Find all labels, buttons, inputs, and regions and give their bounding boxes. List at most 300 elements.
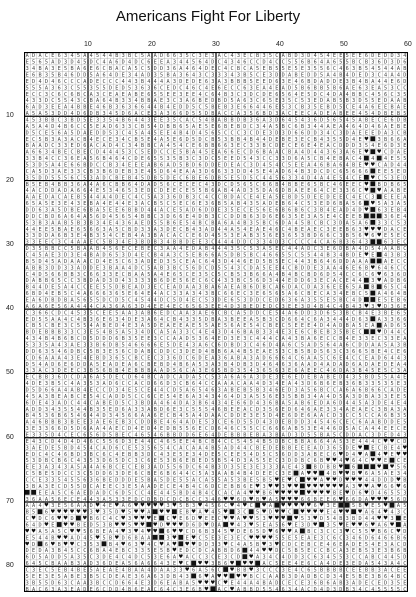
heart-stitch-symbol: ♥ xyxy=(281,494,286,503)
stitch-symbol: 5 xyxy=(96,522,100,529)
stitch-symbol: D xyxy=(32,541,36,548)
stitch-symbol: B xyxy=(268,323,272,330)
stitch-symbol: 4 xyxy=(38,361,42,368)
stitch-symbol: 4 xyxy=(153,78,157,85)
filled-stitch xyxy=(159,529,164,534)
stitch-symbol: B xyxy=(44,136,48,143)
stitch-symbol: 3 xyxy=(76,278,80,285)
heart-stitch-symbol: ♥ xyxy=(230,514,234,523)
stitch-symbol: 3 xyxy=(224,168,228,175)
stitch-symbol: 3 xyxy=(243,342,247,349)
stitch-symbol: D xyxy=(185,239,189,246)
heart-stitch-symbol: ♥ xyxy=(364,186,369,195)
stitch-symbol: D xyxy=(172,342,176,349)
stitch-symbol: 4 xyxy=(384,265,388,272)
stitch-symbol: C xyxy=(89,554,93,561)
stitch-symbol: 4 xyxy=(262,419,266,426)
heart-stitch-symbol: ♥ xyxy=(230,494,234,503)
stitch-symbol: 6 xyxy=(243,98,247,105)
stitch-symbol: B xyxy=(128,271,132,278)
stitch-symbol: C xyxy=(115,516,119,523)
filled-stitch xyxy=(370,136,375,141)
stitch-symbol: D xyxy=(25,278,29,285)
stitch-symbol: 4 xyxy=(198,413,202,420)
stitch-symbol: 4 xyxy=(185,85,189,92)
stitch-symbol: A xyxy=(51,490,55,497)
stitch-symbol: 6 xyxy=(275,528,279,535)
heart-stitch-symbol: ♥ xyxy=(121,539,126,548)
stitch-symbol: 6 xyxy=(332,451,336,458)
stitch-symbol: C xyxy=(230,438,234,445)
stitch-symbol: D xyxy=(345,130,349,137)
stitch-symbol: E xyxy=(390,471,394,478)
stitch-symbol: D xyxy=(262,278,266,285)
stitch-symbol: 6 xyxy=(243,483,247,490)
stitch-symbol: B xyxy=(44,213,48,220)
stitch-symbol: 6 xyxy=(166,181,170,188)
stitch-symbol: E xyxy=(166,188,170,195)
stitch-symbol: 5 xyxy=(153,130,157,137)
stitch-symbol: D xyxy=(307,53,311,60)
stitch-symbol: A xyxy=(268,573,272,580)
stitch-symbol: A xyxy=(377,413,381,420)
stitch-symbol: C xyxy=(268,451,272,458)
stitch-symbol: C xyxy=(307,239,311,246)
stitch-symbol: D xyxy=(172,496,176,503)
stitch-symbol: 6 xyxy=(288,316,292,323)
stitch-symbol: D xyxy=(307,175,311,182)
stitch-symbol: 6 xyxy=(160,162,164,169)
stitch-symbol: 6 xyxy=(230,374,234,381)
stitch-symbol: 6 xyxy=(358,265,362,272)
stitch-symbol: 4 xyxy=(89,53,93,60)
stitch-symbol: 4 xyxy=(32,226,36,233)
stitch-symbol: 4 xyxy=(262,336,266,343)
stitch-symbol: D xyxy=(121,85,125,92)
stitch-symbol: 5 xyxy=(64,66,68,73)
stitch-symbol: E xyxy=(185,535,189,542)
heart-stitch-symbol: ♥ xyxy=(249,565,254,574)
stitch-symbol: 4 xyxy=(70,104,74,111)
stitch-symbol: 6 xyxy=(57,496,61,503)
heart-stitch-symbol: ♥ xyxy=(50,539,55,548)
heart-stitch-symbol: ♥ xyxy=(121,514,126,523)
stitch-symbol: 6 xyxy=(224,291,228,298)
stitch-symbol: 3 xyxy=(281,348,285,355)
stitch-symbol: 4 xyxy=(262,123,266,130)
heart-stitch-symbol: ♥ xyxy=(313,481,318,490)
stitch-symbol: A xyxy=(307,438,311,445)
stitch-symbol: 4 xyxy=(352,278,356,285)
stitch-symbol: 6 xyxy=(224,220,228,227)
stitch-symbol: 3 xyxy=(371,548,375,555)
stitch-symbol: 6 xyxy=(153,445,157,452)
stitch-symbol: D xyxy=(236,554,240,561)
stitch-symbol: 4 xyxy=(121,323,125,330)
stitch-symbol: E xyxy=(339,226,343,233)
stitch-symbol: A xyxy=(44,464,48,471)
stitch-symbol: B xyxy=(185,496,189,503)
stitch-symbol: B xyxy=(281,573,285,580)
stitch-symbol: E xyxy=(166,284,170,291)
stitch-symbol: B xyxy=(140,98,144,105)
stitch-symbol: C xyxy=(396,85,400,92)
stitch-symbol: 3 xyxy=(134,406,138,413)
stitch-symbol: 3 xyxy=(320,246,324,253)
stitch-symbol: B xyxy=(256,387,260,394)
stitch-symbol: D xyxy=(339,220,343,227)
stitch-symbol: 3 xyxy=(268,278,272,285)
stitch-symbol: A xyxy=(76,580,80,587)
stitch-symbol: 4 xyxy=(115,528,119,535)
stitch-symbol: B xyxy=(57,419,61,426)
stitch-symbol: E xyxy=(313,226,317,233)
stitch-symbol: A xyxy=(51,233,55,240)
stitch-symbol: C xyxy=(249,123,253,130)
stitch-symbol: A xyxy=(377,522,381,529)
stitch-symbol: C xyxy=(326,220,330,227)
stitch-symbol: A xyxy=(230,348,234,355)
stitch-symbol: E xyxy=(83,149,87,156)
stitch-symbol: 3 xyxy=(128,278,132,285)
stitch-symbol: D xyxy=(102,213,106,220)
stitch-symbol: A xyxy=(140,233,144,240)
y-tick-label: 70 xyxy=(6,498,14,505)
stitch-symbol: 4 xyxy=(339,265,343,272)
heart-stitch-symbol: ♥ xyxy=(377,231,382,240)
stitch-symbol: 4 xyxy=(326,130,330,137)
stitch-symbol: C xyxy=(70,496,74,503)
stitch-symbol: 3 xyxy=(64,329,68,336)
stitch-symbol: B xyxy=(121,284,125,291)
stitch-symbol: B xyxy=(147,477,151,484)
stitch-symbol: 5 xyxy=(358,374,362,381)
stitch-symbol: 5 xyxy=(51,567,55,574)
stitch-symbol: D xyxy=(51,554,55,561)
stitch-symbol: B xyxy=(76,220,80,227)
stitch-symbol: C xyxy=(211,194,215,201)
stitch-symbol: B xyxy=(51,323,55,330)
stitch-symbol: D xyxy=(102,432,106,439)
stitch-symbol: C xyxy=(179,496,183,503)
stitch-symbol: 6 xyxy=(224,355,228,362)
stitch-symbol: A xyxy=(358,117,362,124)
stitch-symbol: 5 xyxy=(198,117,202,124)
stitch-symbol: A xyxy=(96,175,100,182)
stitch-symbol: C xyxy=(326,336,330,343)
filled-stitch xyxy=(377,214,382,219)
stitch-symbol: 4 xyxy=(249,451,253,458)
stitch-symbol: D xyxy=(102,471,106,478)
stitch-symbol: E xyxy=(224,85,228,92)
stitch-symbol: B xyxy=(358,573,362,580)
stitch-symbol: A xyxy=(268,149,272,156)
stitch-symbol: 5 xyxy=(198,111,202,118)
stitch-symbol: D xyxy=(185,432,189,439)
stitch-symbol: 3 xyxy=(128,72,132,79)
stitch-symbol: 5 xyxy=(403,156,407,163)
stitch-symbol: 5 xyxy=(345,53,349,60)
stitch-symbol: E xyxy=(358,194,362,201)
stitch-symbol: B xyxy=(128,175,132,182)
stitch-symbol: B xyxy=(275,432,279,439)
stitch-symbol: C xyxy=(102,162,106,169)
stitch-symbol: C xyxy=(83,271,87,278)
stitch-symbol: E xyxy=(243,528,247,535)
stitch-symbol: D xyxy=(76,426,80,433)
stitch-symbol: 4 xyxy=(128,554,132,561)
stitch-symbol: E xyxy=(83,419,87,426)
stitch-symbol: E xyxy=(128,573,132,580)
stitch-symbol: 4 xyxy=(89,188,93,195)
stitch-symbol: 3 xyxy=(384,548,388,555)
stitch-symbol: A xyxy=(390,406,394,413)
stitch-symbol: 4 xyxy=(160,438,164,445)
stitch-symbol: 4 xyxy=(371,123,375,130)
stitch-symbol: B xyxy=(236,252,240,259)
stitch-symbol: C xyxy=(108,297,112,304)
stitch-symbol: 5 xyxy=(288,323,292,330)
stitch-symbol: C xyxy=(185,406,189,413)
heart-stitch-symbol: ♥ xyxy=(351,475,356,484)
stitch-symbol: 5 xyxy=(140,149,144,156)
stitch-symbol: 3 xyxy=(345,78,349,85)
stitch-symbol: 6 xyxy=(236,496,240,503)
stitch-symbol: C xyxy=(76,329,80,336)
stitch-symbol: B xyxy=(140,400,144,407)
stitch-symbol: C xyxy=(211,381,215,388)
stitch-symbol: E xyxy=(256,85,260,92)
stitch-symbol: E xyxy=(377,143,381,150)
stitch-symbol: 4 xyxy=(403,284,407,291)
stitch-symbol: D xyxy=(236,361,240,368)
stitch-symbol: D xyxy=(345,361,349,368)
stitch-symbol: B xyxy=(307,78,311,85)
stitch-symbol: 4 xyxy=(384,554,388,561)
stitch-symbol: 4 xyxy=(364,516,368,523)
stitch-symbol: 6 xyxy=(115,291,119,298)
stitch-symbol: 3 xyxy=(281,98,285,105)
stitch-symbol: D xyxy=(64,483,68,490)
stitch-symbol: C xyxy=(268,561,272,568)
heart-stitch-symbol: ♥ xyxy=(172,520,177,529)
stitch-symbol: C xyxy=(217,516,221,523)
stitch-symbol: 5 xyxy=(268,53,272,60)
stitch-symbol: D xyxy=(147,258,151,265)
stitch-symbol: D xyxy=(96,471,100,478)
stitch-symbol: C xyxy=(313,156,317,163)
stitch-symbol: 5 xyxy=(128,85,132,92)
stitch-symbol: B xyxy=(108,239,112,246)
heart-stitch-symbol: ♥ xyxy=(402,449,407,458)
stitch-symbol: 4 xyxy=(44,291,48,298)
stitch-symbol: D xyxy=(326,201,330,208)
stitch-symbol: A xyxy=(89,143,93,150)
stitch-symbol: 6 xyxy=(198,59,202,66)
stitch-symbol: D xyxy=(147,175,151,182)
stitch-symbol: 3 xyxy=(364,239,368,246)
stitch-symbol: 6 xyxy=(211,310,215,317)
stitch-symbol: 3 xyxy=(140,406,144,413)
stitch-symbol: D xyxy=(25,246,29,253)
stitch-symbol: 5 xyxy=(384,368,388,375)
stitch-symbol: A xyxy=(192,445,196,452)
stitch-symbol: B xyxy=(300,336,304,343)
stitch-symbol: E xyxy=(89,66,93,73)
stitch-symbol: 6 xyxy=(268,426,272,433)
stitch-symbol: A xyxy=(211,323,215,330)
x-tick-label: 40 xyxy=(276,41,284,48)
stitch-symbol: A xyxy=(262,246,266,253)
stitch-symbol: B xyxy=(275,181,279,188)
stitch-symbol: 3 xyxy=(403,220,407,227)
stitch-symbol: 6 xyxy=(243,400,247,407)
stitch-symbol: D xyxy=(352,490,356,497)
stitch-symbol: D xyxy=(224,464,228,471)
stitch-symbol: C xyxy=(396,458,400,465)
stitch-symbol: 4 xyxy=(160,561,164,568)
stitch-symbol: D xyxy=(384,580,388,587)
stitch-symbol: C xyxy=(192,471,196,478)
stitch-symbol: 4 xyxy=(153,426,157,433)
stitch-symbol: A xyxy=(140,561,144,568)
stitch-symbol: C xyxy=(320,548,324,555)
stitch-symbol: 4 xyxy=(275,413,279,420)
stitch-symbol: D xyxy=(38,291,42,298)
stitch-symbol: D xyxy=(384,98,388,105)
filled-stitch xyxy=(319,522,324,527)
stitch-symbol: A xyxy=(70,297,74,304)
stitch-symbol: C xyxy=(25,477,29,484)
stitch-symbol: E xyxy=(32,464,36,471)
stitch-symbol: 5 xyxy=(403,201,407,208)
stitch-symbol: E xyxy=(256,78,260,85)
stitch-symbol: A xyxy=(339,548,343,555)
stitch-symbol: 3 xyxy=(230,278,234,285)
stitch-symbol: D xyxy=(38,387,42,394)
stitch-symbol: D xyxy=(57,471,61,478)
stitch-symbol: C xyxy=(70,149,74,156)
stitch-symbol: 6 xyxy=(147,561,151,568)
stitch-symbol: 5 xyxy=(275,496,279,503)
stitch-symbol: 6 xyxy=(275,355,279,362)
stitch-symbol: B xyxy=(345,233,349,240)
stitch-symbol: A xyxy=(371,78,375,85)
stitch-symbol: 3 xyxy=(198,393,202,400)
stitch-symbol: C xyxy=(396,258,400,265)
stitch-symbol: 5 xyxy=(96,329,100,336)
stitch-symbol: 4 xyxy=(396,445,400,452)
stitch-symbol: E xyxy=(256,291,260,298)
stitch-symbol: 6 xyxy=(390,265,394,272)
stitch-symbol: 3 xyxy=(147,226,151,233)
stitch-symbol: C xyxy=(147,252,151,259)
stitch-symbol: C xyxy=(83,123,87,130)
stitch-symbol: D xyxy=(185,136,189,143)
stitch-symbol: 4 xyxy=(121,78,125,85)
stitch-symbol: C xyxy=(320,168,324,175)
stitch-symbol: 4 xyxy=(217,91,221,98)
stitch-symbol: 3 xyxy=(32,233,36,240)
stitch-symbol: C xyxy=(134,393,138,400)
stitch-symbol: D xyxy=(281,220,285,227)
stitch-symbol: 6 xyxy=(352,381,356,388)
stitch-symbol: D xyxy=(403,78,407,85)
stitch-symbol: B xyxy=(121,181,125,188)
stitch-symbol: 4 xyxy=(384,66,388,73)
stitch-symbol: 3 xyxy=(345,561,349,568)
y-axis-ticks xyxy=(0,52,22,592)
stitch-symbol: 3 xyxy=(256,246,260,253)
stitch-symbol: D xyxy=(160,66,164,73)
stitch-symbol: 3 xyxy=(38,426,42,433)
stitch-symbol: C xyxy=(44,368,48,375)
stitch-symbol: C xyxy=(76,548,80,555)
heart-stitch-symbol: ♥ xyxy=(153,526,158,535)
stitch-symbol: 6 xyxy=(115,381,119,388)
stitch-symbol: 4 xyxy=(262,136,266,143)
stitch-symbol: D xyxy=(128,477,132,484)
stitch-symbol: C xyxy=(166,149,170,156)
stitch-symbol: 6 xyxy=(313,59,317,66)
stitch-symbol: 4 xyxy=(121,156,125,163)
heart-stitch-symbol: ♥ xyxy=(364,231,369,240)
stitch-symbol: B xyxy=(236,432,240,439)
stitch-symbol: D xyxy=(115,406,119,413)
stitch-symbol: 6 xyxy=(384,271,388,278)
stitch-symbol: 5 xyxy=(268,438,272,445)
stitch-symbol: D xyxy=(44,194,48,201)
stitch-symbol: C xyxy=(32,136,36,143)
stitch-symbol: B xyxy=(300,458,304,465)
stitch-symbol: E xyxy=(268,297,272,304)
stitch-symbol: 5 xyxy=(64,503,68,510)
stitch-symbol: E xyxy=(390,194,394,201)
stitch-symbol: B xyxy=(294,438,298,445)
stitch-symbol: 3 xyxy=(32,342,36,349)
stitch-symbol: C xyxy=(160,284,164,291)
stitch-symbol: 5 xyxy=(89,310,93,317)
stitch-symbol: C xyxy=(140,458,144,465)
stitch-symbol: 5 xyxy=(89,381,93,388)
stitch-symbol: 6 xyxy=(377,59,381,66)
stitch-symbol: B xyxy=(384,445,388,452)
stitch-symbol: C xyxy=(25,323,29,330)
stitch-symbol: B xyxy=(96,342,100,349)
stitch-symbol: 3 xyxy=(268,541,272,548)
stitch-symbol: B xyxy=(300,393,304,400)
stitch-symbol: A xyxy=(198,310,202,317)
stitch-symbol: C xyxy=(153,393,157,400)
stitch-symbol: 5 xyxy=(64,406,68,413)
stitch-symbol: D xyxy=(236,458,240,465)
stitch-symbol: 5 xyxy=(339,104,343,111)
stitch-symbol: A xyxy=(211,573,215,580)
stitch-symbol: E xyxy=(38,181,42,188)
stitch-symbol: D xyxy=(83,72,87,79)
stitch-symbol: E xyxy=(25,316,29,323)
stitch-symbol: 4 xyxy=(134,252,138,259)
stitch-symbol: 6 xyxy=(339,162,343,169)
stitch-symbol: 4 xyxy=(44,535,48,542)
stitch-symbol: D xyxy=(192,130,196,137)
stitch-symbol: D xyxy=(185,464,189,471)
stitch-symbol: 6 xyxy=(307,406,311,413)
stitch-symbol: E xyxy=(192,297,196,304)
stitch-symbol: 5 xyxy=(204,149,208,156)
stitch-symbol: D xyxy=(256,361,260,368)
stitch-symbol: E xyxy=(211,303,215,310)
